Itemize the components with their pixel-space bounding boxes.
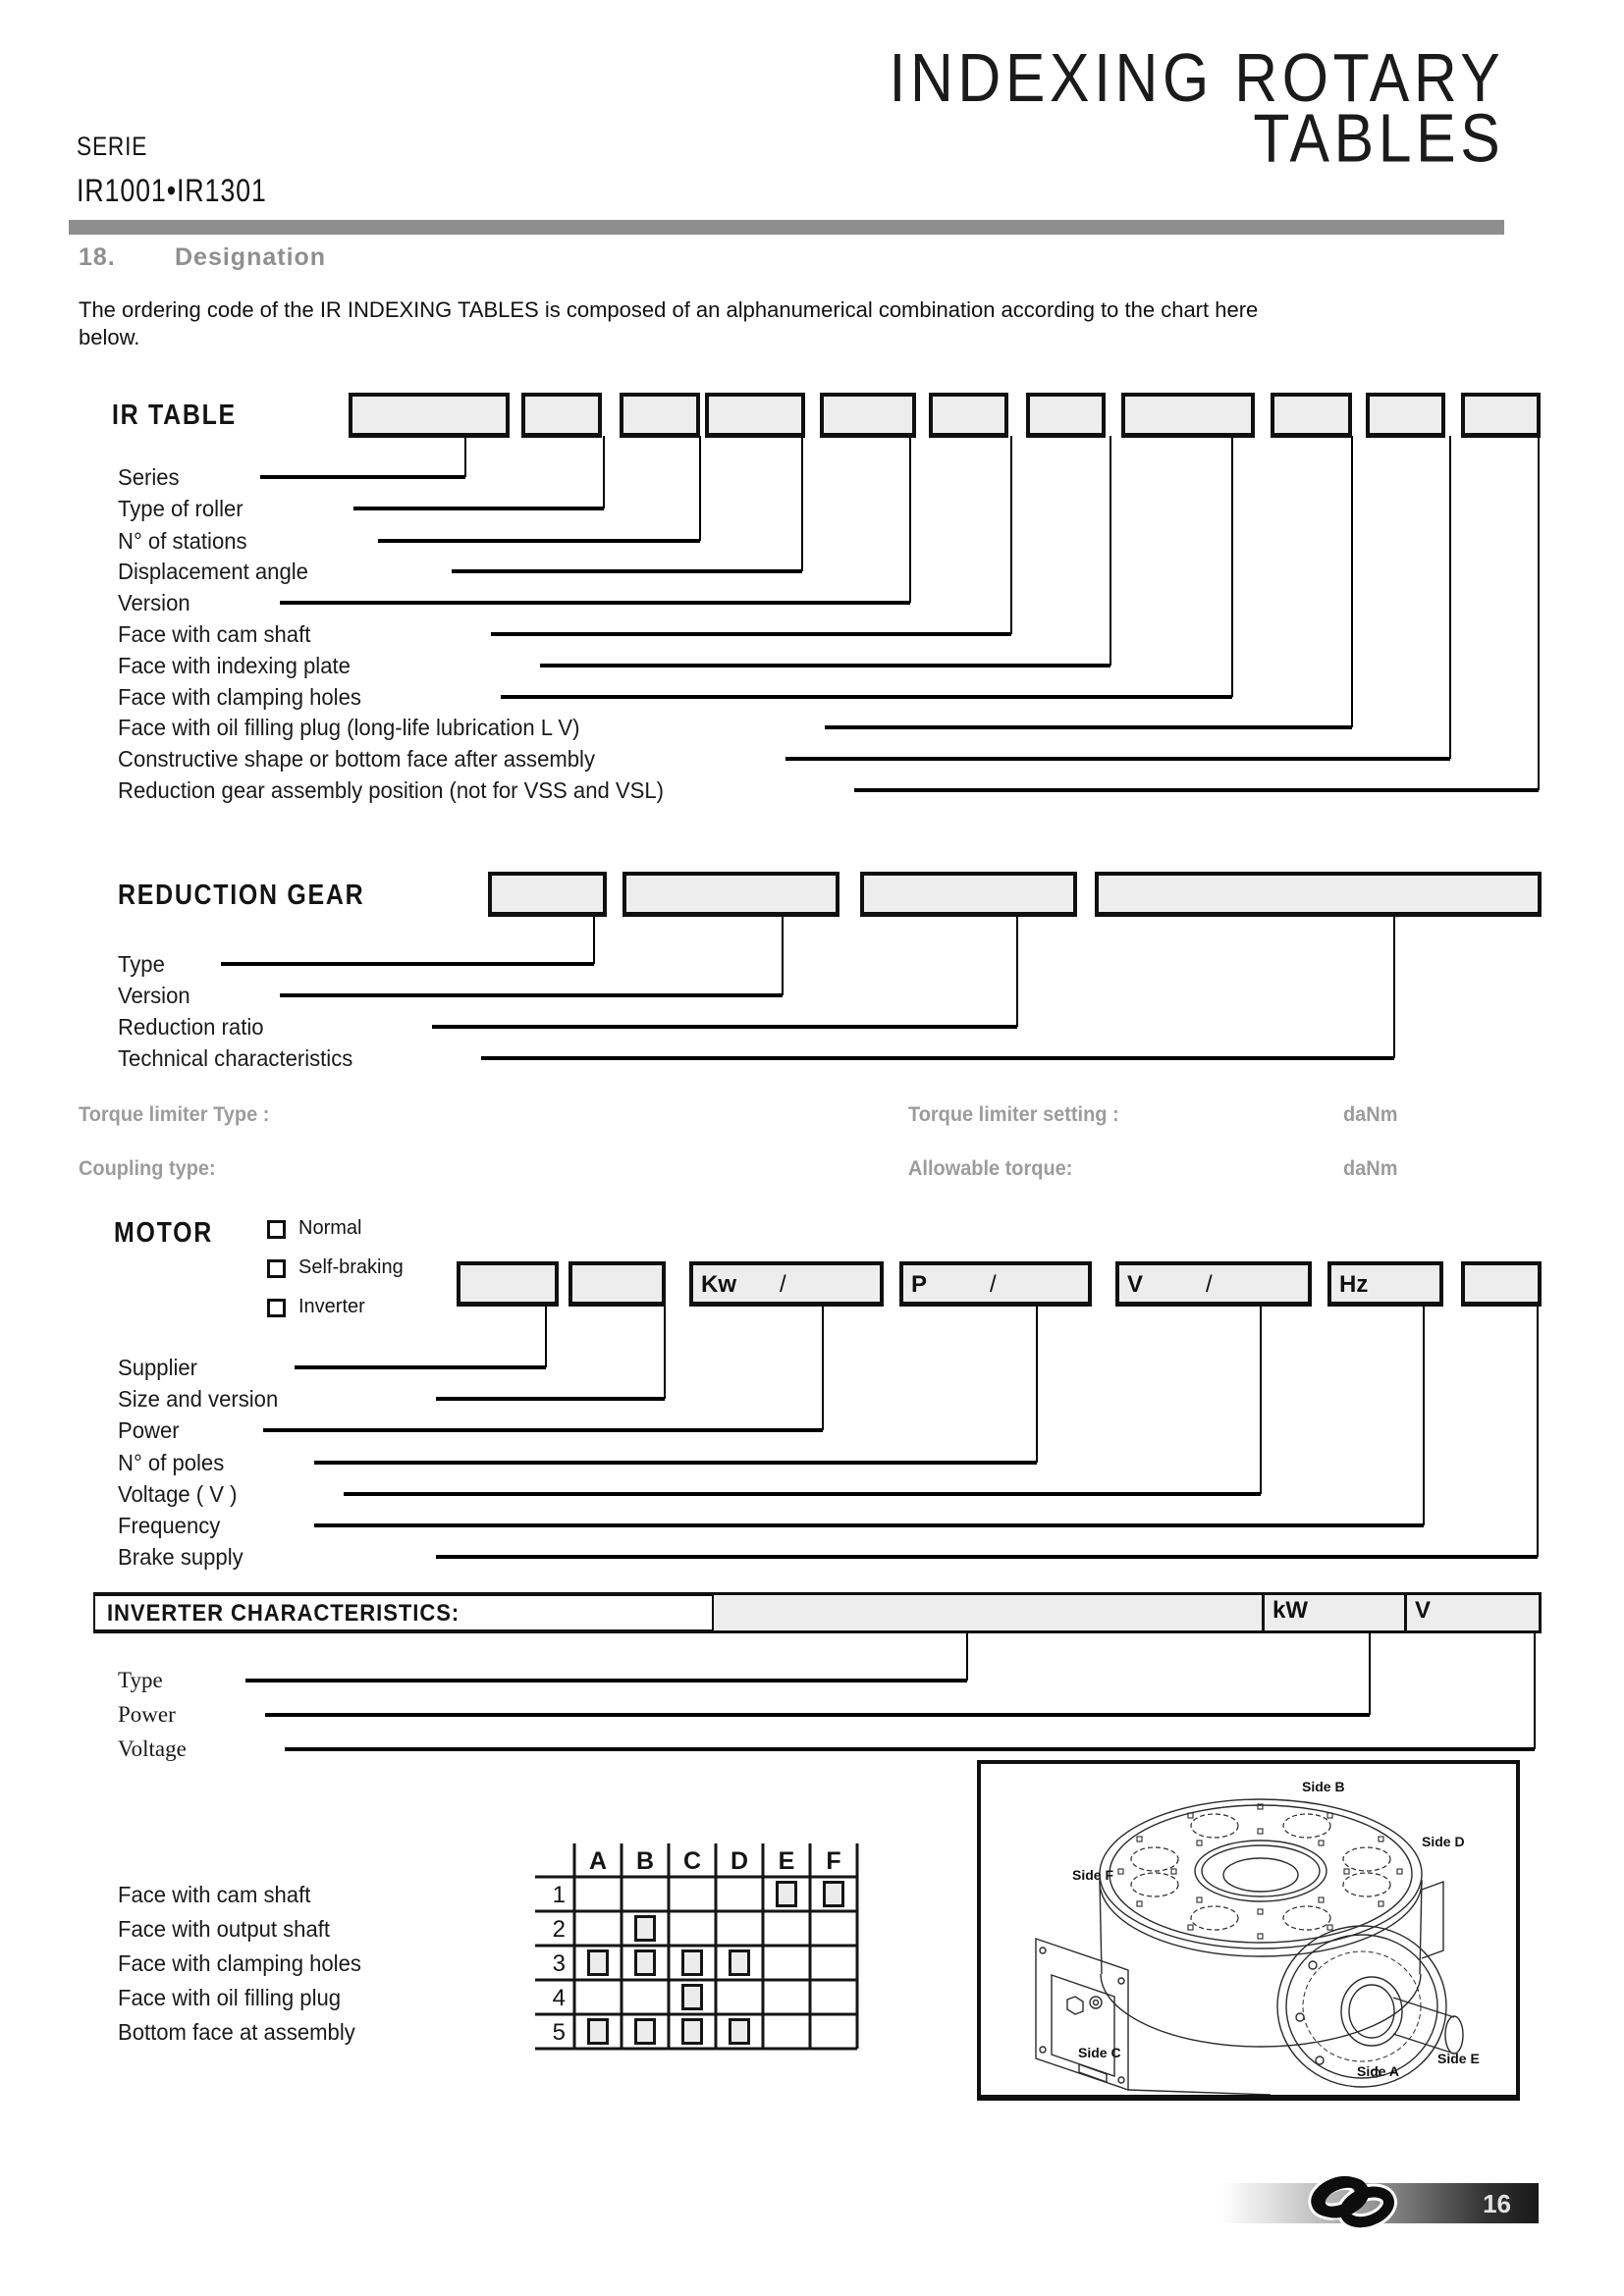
motor-box-size[interactable] [568,1261,666,1307]
inverter-kw-unit: kW [1272,1597,1308,1624]
side-b-label: Side B [1302,1779,1345,1794]
face-row-label: Bottom face at assembly [118,2019,355,2045]
torque-limiter-setting-label: Torque limiter setting : [908,1103,1119,1126]
face-check-1-E[interactable] [776,1881,797,1907]
face-row-num: 2 [552,1916,566,1943]
ir-label-roller: Type of roller [118,496,244,521]
ir-label-clamping: Face with clamping holes [118,684,361,710]
side-e-label: Side E [1437,2051,1480,2066]
face-check-3-C[interactable] [681,1949,703,1976]
motor-inverter-checkbox[interactable] [267,1299,286,1317]
motor-box-supplier[interactable] [457,1261,559,1307]
rg-code-box-version[interactable] [623,872,839,917]
face-row-num: 4 [552,1985,566,2011]
motor-label-frequency: Frequency [118,1513,221,1538]
motor-box-voltage-unit: V [1127,1271,1144,1298]
ir-code-box-stations[interactable] [620,393,700,438]
motor-box-poles[interactable] [899,1261,1092,1307]
inverter-v-unit: V [1415,1597,1432,1624]
ir-code-box-roller[interactable] [521,393,602,438]
rg-code-box-ratio[interactable] [860,872,1077,917]
motor-selfbraking-checkbox[interactable] [267,1259,286,1278]
motor-box-poles-unit: P [911,1271,928,1298]
inverter-label-voltage: Voltage [118,1736,187,1761]
face-check-5-C[interactable] [681,2018,703,2045]
motor-normal-checkbox[interactable] [267,1220,286,1239]
face-row-label: Face with cam shaft [118,1882,311,1907]
face-check-3-A[interactable] [587,1949,609,1976]
motor-box-frequency[interactable] [1327,1261,1443,1307]
ir-code-box-oilplug[interactable] [1271,393,1352,438]
motor-box-brake[interactable] [1461,1261,1542,1307]
side-c-label: Side C [1078,2045,1121,2060]
motor-option-inverter: Inverter [298,1296,365,1317]
ir-label-series: Series [118,464,180,490]
motor-label-supplier: Supplier [118,1355,198,1380]
ir-code-box-gearpos[interactable] [1461,393,1541,438]
face-check-5-B[interactable] [634,2018,656,2045]
torque-limiter-setting-unit: daNm [1343,1103,1398,1126]
page-title-line2: TABLES [1253,99,1504,177]
motor-label-size: Size and version [118,1386,279,1412]
rg-code-box-type[interactable] [488,872,607,917]
section-title: Designation [175,243,327,271]
ir-label-version: Version [118,590,190,615]
ir-label-indexing: Face with indexing plate [118,653,351,678]
inverter-label-type: Type [118,1668,163,1692]
face-check-2-B[interactable] [634,1915,656,1942]
ir-label-oilplug: Face with oil filling plug (long-life lubrication L V) [118,715,580,740]
rg-label-version: Version [118,983,190,1008]
ir-label-gearpos: Reduction gear assembly position (not for VSS and VSL) [118,777,664,803]
ir-code-box-angle[interactable] [705,393,805,438]
rg-code-box-tech[interactable] [1095,872,1542,917]
face-check-4-C[interactable] [681,1984,703,2010]
inverter-type-box[interactable] [715,1595,1262,1630]
ir-label-stations: N° of stations [118,528,247,554]
face-check-5-D[interactable] [729,2018,750,2045]
rotary-table-drawing-frame [977,1760,1520,2101]
intro-line1: The ordering code of the IR INDEXING TABLES is composed of an alphanumerical combination according to the chart here [79,297,1259,322]
motor-heading: MOTOR [114,1217,213,1249]
face-col-header: A [588,1847,608,1875]
inverter-heading: INVERTER CHARACTERISTICS: [107,1600,460,1627]
face-check-5-A[interactable] [587,2018,609,2045]
inverter-bar [93,1592,1542,1633]
inverter-heading-cell [95,1594,714,1631]
section-number: 18. [79,243,116,271]
inverter-kw-box[interactable] [1265,1595,1404,1630]
ir-code-box-shape[interactable] [1366,393,1445,438]
face-check-1-F[interactable] [823,1881,844,1907]
motor-option-normal: Normal [298,1217,362,1239]
motor-label-brake: Brake supply [118,1544,244,1570]
motor-label-voltage: Voltage ( V ) [118,1481,238,1507]
face-row-num: 5 [552,2019,566,2046]
side-a-label: Side A [1357,2063,1400,2079]
inverter-label-power: Power [118,1702,176,1727]
rg-label-ratio: Reduction ratio [118,1014,264,1040]
face-check-3-D[interactable] [729,1949,750,1976]
ir-code-box-indexing[interactable] [1026,393,1106,438]
face-row-label: Face with output shaft [118,1916,331,1942]
page-title-line1: INDEXING ROTARY [889,38,1504,116]
side-f-label: Side F [1072,1867,1114,1883]
torque-limiter-type-label: Torque limiter Type : [79,1103,270,1126]
ir-table-heading: IR TABLE [112,400,237,431]
ir-label-camshaft: Face with cam shaft [118,621,311,647]
rg-label-tech: Technical characteristics [118,1045,353,1071]
allowable-torque-label: Allowable torque: [908,1157,1073,1180]
face-row-num: 3 [552,1950,566,1977]
motor-box-frequency-unit: Hz [1339,1271,1369,1298]
ir-label-angle: Displacement angle [118,559,308,584]
motor-box-power-unit: Kw [701,1271,736,1298]
serie-label: SERIE [77,132,148,161]
serie-models: IR1001•IR1301 [77,173,267,208]
coupling-type-label: Coupling type: [79,1157,216,1180]
face-col-header: E [778,1847,795,1875]
motor-box-power-slash: / [780,1271,786,1298]
allowable-torque-unit: daNm [1343,1157,1398,1180]
ir-code-box-camshaft[interactable] [929,393,1008,438]
page-number: 16 [1483,2189,1511,2218]
brand-logo-icon [1298,2160,1408,2246]
motor-box-poles-slash: / [990,1271,997,1298]
rg-label-type: Type [118,951,165,977]
motor-option-selfbraking: Self-braking [298,1256,404,1278]
face-check-3-B[interactable] [634,1949,656,1976]
inverter-v-box[interactable] [1407,1595,1539,1630]
motor-box-voltage[interactable] [1115,1261,1312,1307]
face-row-num: 1 [552,1882,566,1908]
ir-code-box-version[interactable] [820,393,916,438]
ir-code-box-series[interactable] [349,393,510,438]
motor-label-poles: N° of poles [118,1450,225,1475]
motor-box-voltage-slash: / [1206,1271,1213,1298]
face-row-label: Face with oil filling plug [118,1985,342,2010]
ir-label-shape: Constructive shape or bottom face after assembly [118,746,595,772]
side-d-label: Side D [1422,1834,1465,1849]
face-row-label: Face with clamping holes [118,1950,361,1976]
motor-box-power[interactable] [689,1261,884,1307]
rotary-table-drawing [981,1764,1516,2095]
face-col-header: D [730,1847,749,1875]
face-col-header: C [682,1847,702,1875]
face-col-header: F [826,1847,841,1875]
reduction-gear-heading: REDUCTION GEAR [118,880,365,911]
motor-label-power: Power [118,1417,180,1443]
intro-line2: below. [79,325,140,349]
face-col-header: B [635,1847,655,1875]
ir-code-box-clamping[interactable] [1121,393,1255,438]
